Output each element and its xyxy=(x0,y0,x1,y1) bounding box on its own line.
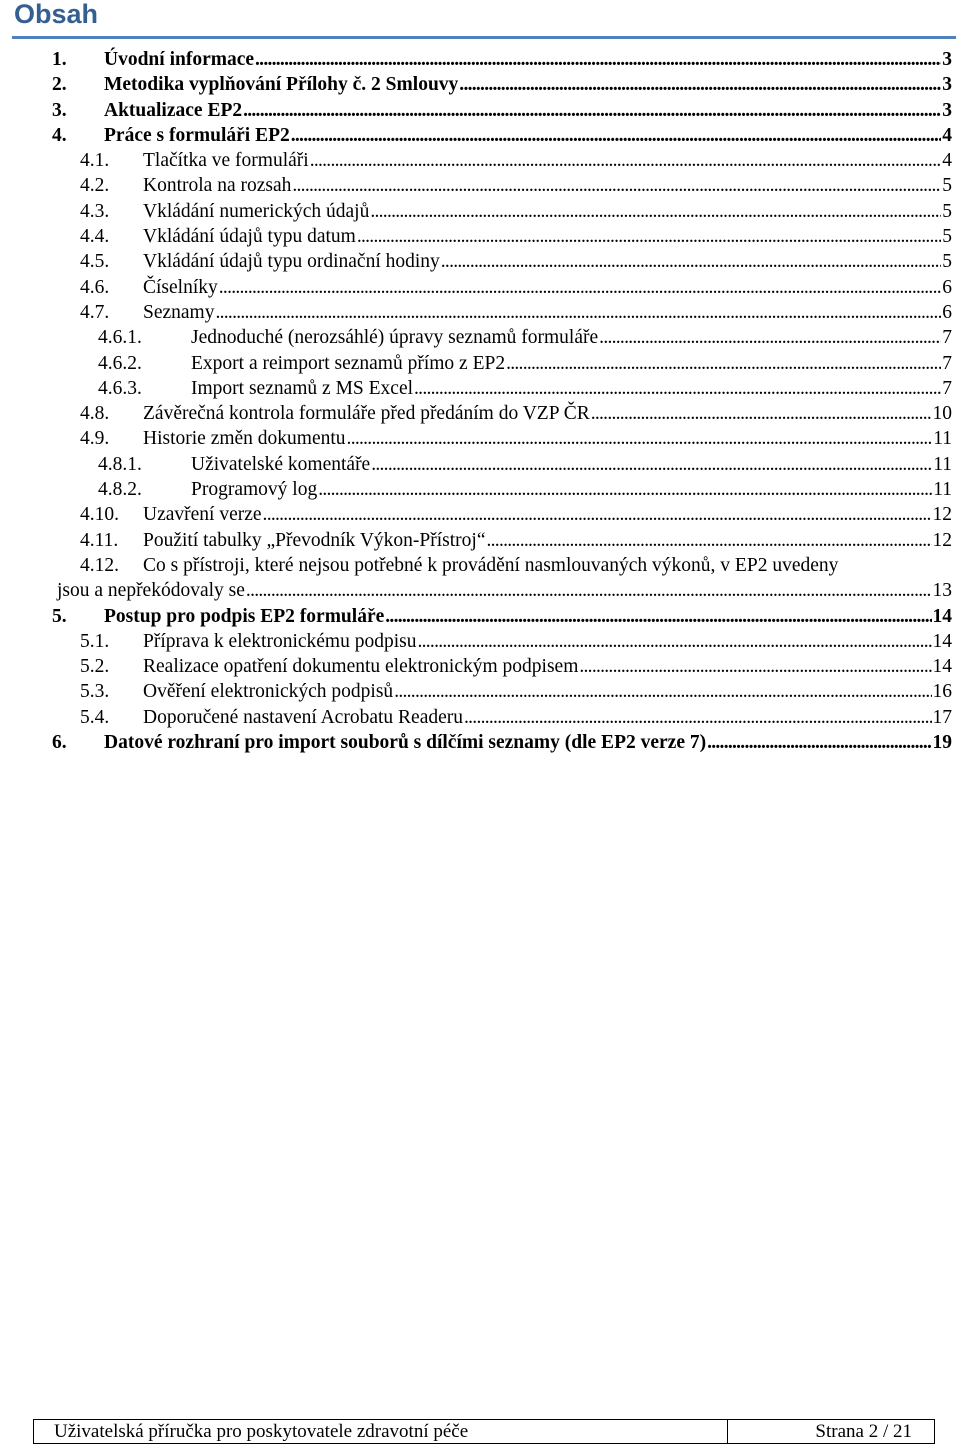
toc-dot-leader xyxy=(219,275,941,300)
toc-entry-title: Datové rozhraní pro import souborů s dílčími seznamy (dle EP2 verze 7) xyxy=(104,732,707,754)
toc-dot-leader xyxy=(347,426,933,451)
toc-entry[interactable] xyxy=(0,199,960,224)
toc-entry-page: 7 xyxy=(942,377,952,399)
toc-entry-number: 5.3. xyxy=(80,681,110,703)
toc-entry[interactable] xyxy=(0,325,960,350)
toc-entry-number: 5.4. xyxy=(80,706,110,728)
toc-entry-number: 6. xyxy=(52,732,67,754)
toc-entry-title: Použití tabulky „Převodník Výkon-Přístroj“ xyxy=(143,529,486,551)
toc-entry-page: 6 xyxy=(942,276,952,298)
toc-entry-number: 4.10. xyxy=(80,504,119,526)
toc-entry-page: 12 xyxy=(932,504,952,526)
toc-dot-leader xyxy=(310,148,942,173)
toc-entry-title: Příprava k elektronickému podpisu xyxy=(143,630,417,652)
toc-entry-page: 3 xyxy=(942,49,952,70)
toc-entry-page: 11 xyxy=(933,428,952,450)
toc-dot-leader xyxy=(707,730,931,755)
toc-dot-leader xyxy=(246,578,932,603)
toc-entry[interactable] xyxy=(0,426,960,451)
toc-entry-page: 11 xyxy=(933,453,952,475)
toc-entry-number: 3. xyxy=(52,99,67,121)
toc-entry[interactable] xyxy=(0,477,960,502)
toc-entry-number: 5. xyxy=(52,605,67,627)
toc-entry-title: Tlačítka ve formuláři xyxy=(143,150,309,172)
toc-entry-page: 17 xyxy=(932,706,952,728)
toc-entry-page: 5 xyxy=(942,251,952,273)
toc-entry[interactable] xyxy=(0,72,960,97)
toc-entry-title: Co s přístroji, které nejsou potřebné k provádění nasmlouvaných výkonů, v EP2 uvedeny xyxy=(143,554,839,576)
toc-dot-leader xyxy=(263,502,932,527)
toc-entry-title: Programový log xyxy=(191,479,318,501)
toc-entry-number: 4.6.1. xyxy=(98,327,142,349)
toc-entry-page: 14 xyxy=(932,630,952,652)
toc-dot-leader xyxy=(591,401,932,426)
toc-dot-leader xyxy=(291,123,942,148)
toc-entry[interactable] xyxy=(0,452,960,477)
toc-entry-title: Vkládání numerických údajů xyxy=(143,200,370,222)
toc-entry-title: Uživatelské komentáře xyxy=(191,453,371,475)
toc-entry[interactable] xyxy=(0,730,960,755)
toc-entry-title: Ověření elektronických podpisů xyxy=(143,681,394,703)
toc-dot-leader xyxy=(370,199,941,224)
toc-entry-title: Vkládání údajů typu ordinační hodiny xyxy=(143,251,440,273)
toc-entry[interactable] xyxy=(0,300,960,325)
toc-entry-number: 4.12. xyxy=(80,554,119,576)
toc-dot-leader xyxy=(506,351,941,376)
toc-dot-leader xyxy=(292,173,941,198)
toc-entry[interactable] xyxy=(0,654,960,679)
toc-dot-leader xyxy=(464,705,932,730)
toc-entry[interactable] xyxy=(0,553,960,604)
toc-entry[interactable] xyxy=(0,401,960,426)
toc-entry[interactable] xyxy=(0,679,960,704)
toc-entry[interactable] xyxy=(0,148,960,173)
toc-entry[interactable] xyxy=(0,47,960,72)
toc-entry-number: 4.8. xyxy=(80,403,110,425)
toc-entry-title: Závěrečná kontrola formuláře před předáním do VZP ČR xyxy=(143,403,590,425)
toc-entry-page: 19 xyxy=(932,732,952,754)
toc-entry[interactable] xyxy=(0,249,960,274)
toc-entry[interactable] xyxy=(0,351,960,376)
toc-entry[interactable] xyxy=(0,123,960,148)
toc-dot-leader xyxy=(394,679,931,704)
toc-entry-number: 4.11. xyxy=(80,529,119,551)
toc-entry-number: 1. xyxy=(52,49,67,70)
toc-entry-page: 7 xyxy=(942,352,952,374)
toc-dot-leader xyxy=(599,325,941,350)
toc-entry-number: 4.7. xyxy=(80,301,110,323)
page-footer xyxy=(33,1419,935,1444)
toc-dot-leader xyxy=(255,47,941,72)
toc-entry-title: Realizace opatření dokumentu elektronickým podpisem xyxy=(143,656,579,678)
toc-dot-leader xyxy=(579,654,931,679)
toc-entry-title: Doporučené nastavení Acrobatu Readeru xyxy=(143,706,463,728)
toc-entry-number: 4.1. xyxy=(80,150,110,172)
toc-entry[interactable] xyxy=(0,705,960,730)
toc-entry[interactable] xyxy=(0,502,960,527)
heading-rule xyxy=(12,36,956,39)
toc-entry-page: 6 xyxy=(942,301,952,323)
toc-entry[interactable] xyxy=(0,173,960,198)
toc-dot-leader xyxy=(215,300,941,325)
toc-entry-number: 4.4. xyxy=(80,226,110,248)
toc-entry-title: Jednoduché (nerozsáhlé) úpravy seznamů formuláře xyxy=(191,327,599,349)
toc-entry-number: 4.6.2. xyxy=(98,352,142,374)
toc-entry-page: 14 xyxy=(932,605,952,627)
toc-entry-number: 4.8.1. xyxy=(98,453,142,475)
table-of-contents xyxy=(0,47,960,755)
toc-entry-page: 5 xyxy=(942,200,952,222)
footer-page-number: Strana 2 / 21 xyxy=(815,1421,912,1442)
toc-entry-title: Aktualizace EP2 xyxy=(104,99,243,121)
toc-entry-number: 4.6. xyxy=(80,276,110,298)
toc-entry-number: 4.5. xyxy=(80,251,110,273)
toc-entry[interactable] xyxy=(0,224,960,249)
toc-entry-number: 2. xyxy=(52,74,67,96)
toc-entry-page: 12 xyxy=(932,529,952,551)
toc-entry-page: 5 xyxy=(942,226,952,248)
toc-entry[interactable] xyxy=(0,604,960,629)
toc-entry-number: 4.2. xyxy=(80,175,110,197)
toc-dot-leader xyxy=(357,224,941,249)
toc-entry-page: 5 xyxy=(942,175,952,197)
toc-dot-leader xyxy=(318,477,932,502)
toc-entry-title: Uzavření verze xyxy=(143,504,262,526)
toc-entry[interactable] xyxy=(0,275,960,300)
toc-dot-leader xyxy=(459,72,941,97)
toc-entry-number: 4. xyxy=(52,124,67,146)
toc-entry-page: 13 xyxy=(932,580,952,602)
toc-entry[interactable] xyxy=(0,98,960,123)
toc-entry-page: 14 xyxy=(932,656,952,678)
toc-entry-page: 3 xyxy=(942,74,952,96)
toc-dot-leader xyxy=(487,528,932,553)
toc-dot-leader xyxy=(385,604,931,629)
toc-entry-title: Historie změn dokumentu xyxy=(143,428,346,450)
toc-entry[interactable] xyxy=(0,629,960,654)
toc-entry-title: Import seznamů z MS Excel xyxy=(191,377,414,399)
toc-entry[interactable] xyxy=(0,376,960,401)
toc-entry-title: Práce s formuláři EP2 xyxy=(104,124,290,146)
toc-entry-title: Kontrola na rozsah xyxy=(143,175,292,197)
toc-entry-number: 4.6.3. xyxy=(98,377,142,399)
toc-entry-page: 4 xyxy=(942,150,952,172)
toc-entry-title: Vkládání údajů typu datum xyxy=(143,226,356,248)
toc-dot-leader xyxy=(414,376,941,401)
toc-entry-title: Metodika vyplňování Přílohy č. 2 Smlouvy xyxy=(104,74,459,96)
toc-dot-leader xyxy=(417,629,931,654)
toc-entry-number: 4.8.2. xyxy=(98,479,142,501)
toc-entry-number: 5.2. xyxy=(80,656,110,678)
page-title: Obsah xyxy=(14,0,99,29)
toc-entry-page: 7 xyxy=(942,327,952,349)
toc-entry-title: Export a reimport seznamů přímo z EP2 xyxy=(191,352,506,374)
toc-entry-title: Úvodní informace xyxy=(104,49,255,70)
toc-entry-page: 3 xyxy=(942,99,952,121)
toc-entry-page: 11 xyxy=(933,479,952,501)
toc-entry-page: 10 xyxy=(932,403,952,425)
toc-dot-leader xyxy=(243,98,941,123)
footer-document-title: Uživatelská příručka pro poskytovatele zdravotní péče xyxy=(34,1420,728,1443)
toc-entry-page: 4 xyxy=(942,124,952,146)
toc-entry-title: Postup pro podpis EP2 formuláře xyxy=(104,605,385,627)
toc-entry-number: 4.9. xyxy=(80,428,110,450)
toc-entry-title: Seznamy xyxy=(143,301,215,323)
toc-dot-leader xyxy=(441,249,941,274)
toc-entry-title-continued: jsou a nepřekódovaly se xyxy=(57,580,245,602)
toc-entry-number: 4.3. xyxy=(80,200,110,222)
toc-entry-title: Číselníky xyxy=(143,276,218,298)
toc-entry-page: 16 xyxy=(932,681,952,703)
toc-entry-number: 5.1. xyxy=(80,630,110,652)
toc-dot-leader xyxy=(371,452,932,477)
toc-entry[interactable] xyxy=(0,528,960,553)
